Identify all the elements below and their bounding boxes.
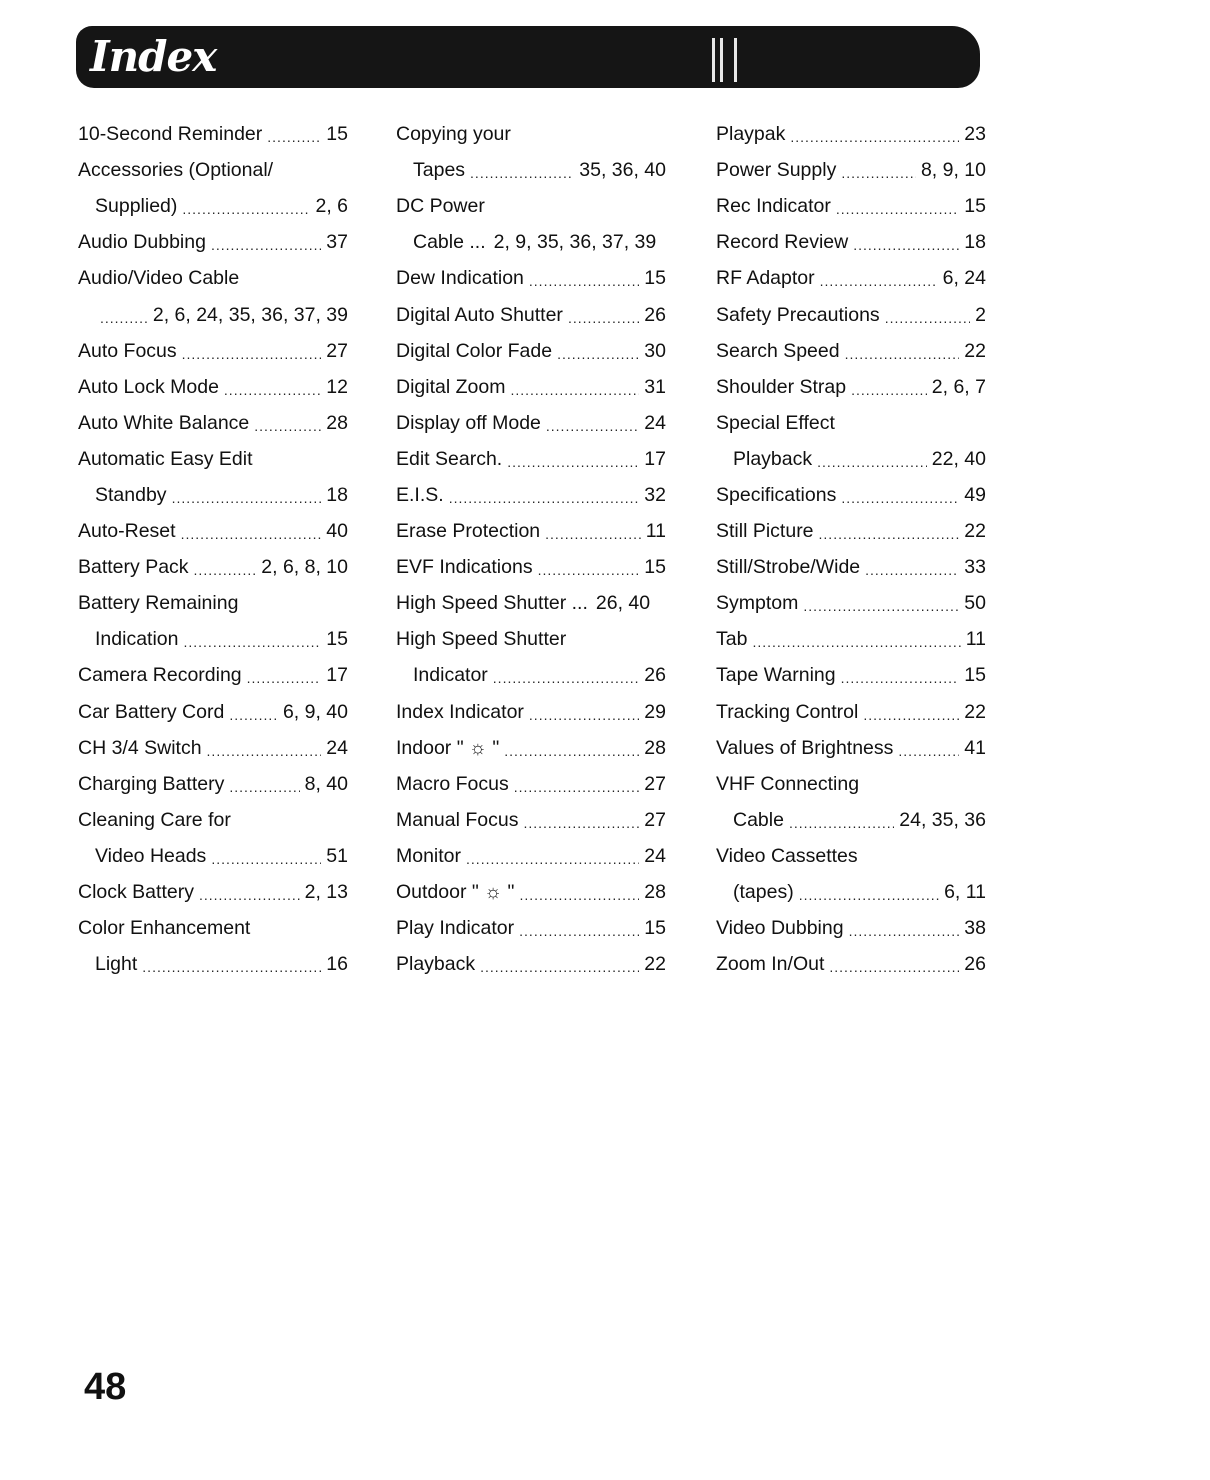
index-page-refs: 38: [964, 917, 986, 940]
index-entry: [396, 585, 666, 621]
dot-leader: [207, 739, 322, 763]
index-term: High Speed Shutter: [396, 628, 567, 651]
dot-leader: [799, 883, 939, 907]
dot-leader: [183, 630, 321, 654]
index-page-refs: 15: [964, 195, 986, 218]
index-entry: [716, 224, 986, 260]
index-term: Zoom In/Out: [716, 953, 825, 976]
index-entry: [396, 694, 666, 730]
index-page-refs: 17: [644, 447, 666, 470]
index-page-refs: 2, 13: [304, 881, 348, 904]
index-term: Cleaning Care for: [78, 808, 231, 831]
index-term: Camera Recording: [78, 664, 242, 687]
dot-leader: [211, 847, 321, 871]
index-term: Index Indicator: [396, 700, 524, 723]
dot-leader: [853, 233, 959, 257]
dot-leader: [820, 269, 938, 293]
index-page-refs: 8, 40: [304, 772, 348, 795]
index-term: High Speed Shutter ...: [396, 592, 588, 615]
index-entry: [716, 838, 986, 874]
index-term: EVF Indications: [396, 556, 533, 579]
index-entry: [396, 946, 666, 982]
index-page-refs: 37: [326, 231, 348, 254]
index-entry: [78, 766, 348, 802]
dot-leader: [546, 414, 639, 438]
dot-leader: [507, 450, 639, 474]
index-entry: [78, 224, 348, 260]
index-entry: [78, 946, 348, 982]
index-entry: [716, 946, 986, 982]
index-page-refs: 2, 6, 24, 35, 36, 37, 39: [152, 303, 348, 326]
index-term: Battery Remaining: [78, 592, 239, 615]
index-entry: [396, 621, 666, 657]
index-term: Play Indicator: [396, 917, 515, 940]
index-entry: [716, 405, 986, 441]
index-term: Standby: [95, 483, 167, 506]
dot-leader: [841, 161, 916, 185]
index-entry: [396, 874, 666, 910]
index-term: Playback: [396, 953, 476, 976]
index-page-refs: 22: [644, 953, 666, 976]
index-entry: [78, 549, 348, 585]
index-term: Record Review: [716, 231, 849, 254]
page-number: 48: [84, 1366, 127, 1408]
index-term: Values of Brightness: [716, 736, 894, 759]
index-term: Special Effect: [716, 411, 835, 434]
dot-leader: [545, 522, 641, 546]
index-entry: [396, 730, 666, 766]
index-entry: [78, 152, 348, 188]
index-column-2: [396, 116, 666, 982]
index-entry: [78, 333, 348, 369]
index-entry: [716, 296, 986, 332]
dot-leader: [466, 847, 639, 871]
index-page-refs: 49: [964, 483, 986, 506]
index-entry: [716, 585, 986, 621]
index-term: DC Power: [396, 195, 485, 218]
dot-leader: [480, 955, 639, 979]
index-term: Shoulder Strap: [716, 375, 847, 398]
index-term: Auto Lock Mode: [78, 375, 219, 398]
index-entry: [716, 694, 986, 730]
index-term: 10-Second Reminder: [78, 123, 263, 146]
index-term: Digital Auto Shutter: [396, 303, 563, 326]
index-page-refs: 15: [326, 123, 348, 146]
index-page-refs: 6, 9, 40: [282, 700, 348, 723]
dot-leader: [224, 378, 321, 402]
dot-leader: [182, 342, 322, 366]
index-page-refs: 27: [644, 808, 666, 831]
index-page-refs: 35, 36, 40: [579, 159, 666, 182]
dot-leader: [449, 486, 640, 510]
index-term: Auto-Reset: [78, 520, 176, 543]
index-entry: [78, 657, 348, 693]
index-term: Light: [95, 953, 138, 976]
index-term: Digital Color Fade: [396, 339, 553, 362]
index-entry: [716, 549, 986, 585]
index-page-refs: 32: [644, 483, 666, 506]
page-title: Index: [90, 32, 217, 81]
dot-leader: [538, 558, 640, 582]
dot-leader: [229, 775, 299, 799]
index-term: Indicator: [413, 664, 488, 687]
index-term: Auto White Balance: [78, 411, 250, 434]
index-term: Color Enhancement: [78, 917, 251, 940]
dot-leader: [229, 703, 278, 727]
dot-leader: [851, 378, 927, 402]
index-entry: [396, 477, 666, 513]
index-term: Cable: [733, 808, 784, 831]
index-page-refs: 22: [964, 339, 986, 362]
index-page-refs: 16: [326, 953, 348, 976]
index-entry: [78, 730, 348, 766]
dot-leader: [493, 666, 640, 690]
index-term: Supplied): [95, 195, 178, 218]
index-term: RF Adaptor: [716, 267, 815, 290]
index-term: Copying your: [396, 123, 511, 146]
index-page-refs: 24, 35, 36: [899, 808, 986, 831]
index-page-refs: 28: [644, 881, 666, 904]
index-page-refs: 15: [326, 628, 348, 651]
index-entry: [78, 802, 348, 838]
index-term: Clock Battery: [78, 881, 194, 904]
index-page-refs: 24: [326, 736, 348, 759]
index-page-refs: 26, 40: [595, 592, 651, 615]
dot-leader: [863, 703, 959, 727]
dot-leader: [199, 883, 300, 907]
index-term: Tapes: [413, 159, 466, 182]
index-page-refs: 18: [964, 231, 986, 254]
index-entry: [716, 802, 986, 838]
index-entry: [78, 477, 348, 513]
header-bar-marks: [712, 38, 742, 82]
index-entry: [396, 296, 666, 332]
index-term: Auto Focus: [78, 339, 177, 362]
index-term: Video Cassettes: [716, 844, 858, 867]
dot-leader: [100, 306, 148, 330]
index-term: Tracking Control: [716, 700, 859, 723]
index-entry: [716, 513, 986, 549]
index-entry: [716, 441, 986, 477]
index-entry: [716, 730, 986, 766]
index-entry: [396, 405, 666, 441]
index-entry: [396, 910, 666, 946]
index-term: Display off Mode: [396, 411, 541, 434]
index-page-refs: 22: [964, 520, 986, 543]
index-entry: [716, 369, 986, 405]
dot-leader: [752, 630, 960, 654]
index-page-refs: 18: [326, 483, 348, 506]
index-term: Audio Dubbing: [78, 231, 206, 254]
index-entry: [716, 477, 986, 513]
index-page-refs: 31: [644, 375, 666, 398]
index-page-refs: 26: [644, 303, 666, 326]
index-entry: [396, 333, 666, 369]
dot-leader: [504, 739, 639, 763]
index-page-refs: 41: [964, 736, 986, 759]
index-entry: [396, 513, 666, 549]
index-entry: [78, 585, 348, 621]
index-entry: [396, 441, 666, 477]
index-entry: [716, 260, 986, 296]
index-entry: [396, 838, 666, 874]
index-term: Video Dubbing: [716, 917, 844, 940]
index-term: Search Speed: [716, 339, 840, 362]
index-term: Charging Battery: [78, 772, 225, 795]
dot-leader: [510, 378, 639, 402]
index-term: Specifications: [716, 483, 837, 506]
index-entry: [78, 296, 348, 332]
index-entry: [78, 910, 348, 946]
index-page-refs: 26: [964, 953, 986, 976]
index-entry: [716, 910, 986, 946]
index-entry: [396, 369, 666, 405]
index-entry: [78, 838, 348, 874]
index-entry: [716, 657, 986, 693]
index-page-refs: 22: [964, 700, 986, 723]
index-entry: [396, 152, 666, 188]
index-term: Tape Warning: [716, 664, 836, 687]
index-term: E.I.S.: [396, 483, 444, 506]
dot-leader: [529, 269, 639, 293]
index-page-refs: 50: [964, 592, 986, 615]
index-term: Cable ...: [413, 231, 486, 254]
dot-leader: [841, 486, 959, 510]
dot-leader: [514, 775, 640, 799]
dot-leader: [898, 739, 959, 763]
index-entry: [716, 621, 986, 657]
index-entry: [78, 260, 348, 296]
index-term: Still Picture: [716, 520, 814, 543]
index-term: Battery Pack: [78, 556, 189, 579]
dot-leader: [267, 125, 321, 149]
index-term: Erase Protection: [396, 520, 541, 543]
index-term: Outdoor " ☼ ": [396, 881, 515, 904]
index-term: Safety Precautions: [716, 303, 880, 326]
index-term: Indication: [95, 628, 179, 651]
index-entry: [396, 116, 666, 152]
index-term: (tapes): [733, 881, 794, 904]
index-page-refs: 26: [644, 664, 666, 687]
dot-leader: [789, 811, 894, 835]
dot-leader: [829, 955, 959, 979]
index-page-refs: 33: [964, 556, 986, 579]
index-page-refs: 2, 6, 8, 10: [261, 556, 348, 579]
index-term: Tab: [716, 628, 748, 651]
index-page-refs: 2, 6, 7: [931, 375, 986, 398]
index-entry: [78, 694, 348, 730]
index-term: Rec Indicator: [716, 195, 831, 218]
dot-leader: [803, 594, 959, 618]
index-entry: [396, 549, 666, 585]
dot-leader: [172, 486, 322, 510]
index-term: Indoor " ☼ ": [396, 736, 500, 759]
index-term: Playback: [733, 447, 813, 470]
index-page-refs: 6, 24: [942, 267, 986, 290]
index-page-refs: 11: [645, 520, 666, 543]
index-entry: [78, 874, 348, 910]
dot-leader: [529, 703, 639, 727]
index-term: Audio/Video Cable: [78, 267, 240, 290]
index-page-refs: 23: [964, 123, 986, 146]
index-page-refs: 15: [644, 917, 666, 940]
index-term: Symptom: [716, 592, 799, 615]
index-page-refs: 24: [644, 844, 666, 867]
index-term: Digital Zoom: [396, 375, 506, 398]
index-entry: [716, 874, 986, 910]
index-page-refs: 27: [326, 339, 348, 362]
dot-leader: [519, 883, 639, 907]
index-term: Manual Focus: [396, 808, 519, 831]
index-entry: [396, 802, 666, 838]
dot-leader: [254, 414, 321, 438]
index-header-bar: [76, 26, 980, 88]
index-term: Edit Search.: [396, 447, 503, 470]
index-term: Monitor: [396, 844, 462, 867]
index-term: Playpak: [716, 123, 786, 146]
index-term: Macro Focus: [396, 772, 509, 795]
dot-leader: [885, 306, 970, 330]
index-entry: [716, 766, 986, 802]
index-column-3: [716, 116, 986, 982]
index-entry: [396, 188, 666, 224]
index-entry: [716, 116, 986, 152]
index-entry: [78, 441, 348, 477]
dot-leader: [790, 125, 959, 149]
index-entry: [78, 116, 348, 152]
index-page-refs: 15: [964, 664, 986, 687]
index-entry: [396, 657, 666, 693]
dot-leader: [865, 558, 959, 582]
dot-leader: [819, 522, 960, 546]
index-term: Video Heads: [95, 844, 207, 867]
index-term: Dew Indication: [396, 267, 524, 290]
index-page-refs: 17: [326, 664, 348, 687]
dot-leader: [836, 197, 959, 221]
index-entry: [78, 405, 348, 441]
index-page-refs: 15: [644, 267, 666, 290]
index-column-1: [78, 116, 348, 982]
index-term: Accessories (Optional/: [78, 159, 274, 182]
index-page-refs: 2, 6: [315, 195, 348, 218]
index-page-refs: 27: [644, 772, 666, 795]
dot-leader: [519, 919, 639, 943]
index-term: Automatic Easy Edit: [78, 447, 253, 470]
index-page-refs: 15: [644, 556, 666, 579]
index-page-refs: 2, 9, 35, 36, 37, 39: [493, 231, 657, 254]
index-page-refs: 24: [644, 411, 666, 434]
index-term: Car Battery Cord: [78, 700, 225, 723]
index-page-refs: 28: [326, 411, 348, 434]
index-entry: [78, 369, 348, 405]
index-page-refs: 29: [644, 700, 666, 723]
dot-leader: [470, 161, 574, 185]
dot-leader: [845, 342, 960, 366]
index-page-refs: 11: [965, 628, 986, 651]
index-term: CH 3/4 Switch: [78, 736, 202, 759]
index-entry: [396, 766, 666, 802]
index-page-refs: 28: [644, 736, 666, 759]
index-page-refs: 2: [975, 303, 986, 326]
dot-leader: [841, 666, 960, 690]
index-entry: [78, 188, 348, 224]
dot-leader: [523, 811, 639, 835]
index-entry: [78, 621, 348, 657]
index-page-refs: 22, 40: [931, 447, 986, 470]
index-entry: [396, 224, 666, 260]
index-page-refs: 30: [644, 339, 666, 362]
dot-leader: [817, 450, 927, 474]
index-page-refs: 8, 9, 10: [920, 159, 986, 182]
index-term: VHF Connecting: [716, 772, 860, 795]
index-entry: [78, 513, 348, 549]
dot-leader: [568, 306, 639, 330]
dot-leader: [182, 197, 310, 221]
index-entry: [716, 152, 986, 188]
index-page-refs: 40: [326, 520, 348, 543]
index-page-refs: 6, 11: [944, 881, 986, 904]
index-entry: [396, 260, 666, 296]
index-page-refs: 51: [326, 844, 348, 867]
index-entry: [716, 333, 986, 369]
dot-leader: [181, 522, 322, 546]
index-term: Power Supply: [716, 159, 837, 182]
index-page-refs: 12: [326, 375, 348, 398]
dot-leader: [142, 955, 321, 979]
index-term: Still/Strobe/Wide: [716, 556, 861, 579]
index-entry: [716, 188, 986, 224]
dot-leader: [211, 233, 321, 257]
dot-leader: [194, 558, 257, 582]
dot-leader: [849, 919, 960, 943]
dot-leader: [247, 666, 322, 690]
dot-leader: [557, 342, 639, 366]
